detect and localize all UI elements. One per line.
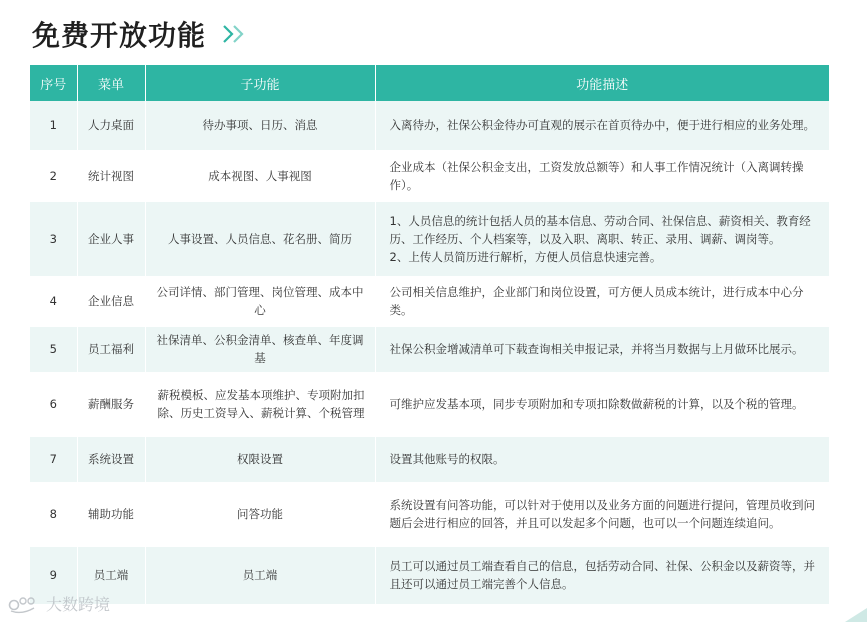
cell-menu: 系统设置 — [77, 435, 145, 483]
cell-menu: 统计视图 — [77, 151, 145, 200]
watermark-text: 大数跨境 — [46, 595, 111, 614]
cell-no: 7 — [30, 435, 77, 483]
cell-sub: 权限设置 — [145, 435, 375, 483]
cell-desc: 企业成本（社保公积金支出，工资发放总额等）和人事工作情况统计（入离调转操作）。 — [375, 151, 829, 200]
cell-no: 2 — [30, 151, 77, 200]
header-desc: 功能描述 — [375, 65, 829, 101]
table-row — [30, 435, 829, 483]
cell-desc: 系统设置有问答功能，可以针对于使用以及业务方面的问题进行提问，管理员收到问题后会进行相应的回答，并且可以发起多个问题，也可以一个问题连续追问。 — [375, 483, 829, 545]
cell-menu: 企业人事 — [77, 200, 145, 277]
cell-desc: 入离待办，社保公积金待办可直观的展示在首页待办中，便于进行相应的业务处理。 — [375, 101, 829, 151]
cell-menu: 人力桌面 — [77, 101, 145, 151]
header-sub: 子功能 — [145, 65, 375, 101]
cell-desc — [375, 200, 829, 277]
desc-line: 2、上传人员简历进行解析，方便人员信息快速完善。 — [389, 249, 662, 264]
cell-sub: 问答功能 — [145, 483, 375, 545]
cell-menu: 员工端 — [77, 545, 145, 605]
cell-sub: 社保清单、公积金清单、核查单、年度调基 — [145, 325, 375, 373]
cell-menu: 员工福利 — [77, 325, 145, 373]
table-row — [30, 101, 829, 151]
cell-no: 1 — [30, 101, 77, 151]
watermark — [8, 592, 110, 615]
cell-desc: 公司相关信息维护，企业部门和岗位设置，可方便人员成本统计，进行成本中心分类。 — [375, 277, 829, 325]
table-row — [30, 200, 829, 277]
cell-no: 9 — [30, 545, 77, 605]
header-no: 序号 — [30, 65, 77, 101]
table-row — [30, 151, 829, 200]
cell-desc: 可维护应发基本项，同步专项附加和专项扣除数做薪税的计算，以及个税的管理。 — [375, 373, 829, 435]
cell-no: 8 — [30, 483, 77, 545]
desc-line: 1、人员信息的统计包括人员的基本信息、劳动合同、社保信息、薪资相关、教育经历、工作经历、个人档案等，以及入职、离职、转正、录用、调薪、调岗等。 — [389, 213, 811, 246]
cell-no: 5 — [30, 325, 77, 373]
table-row — [30, 483, 829, 545]
cell-sub: 员工端 — [145, 545, 375, 605]
cell-desc: 社保公积金增减清单可下载查询相关申报记录，并将当月数据与上月做环比展示。 — [375, 325, 829, 373]
cell-sub: 人事设置、人员信息、花名册、简历 — [145, 200, 375, 277]
table-row — [30, 277, 829, 325]
header-menu: 菜单 — [77, 65, 145, 101]
cell-sub: 成本视图、人事视图 — [145, 151, 375, 200]
cell-desc: 设置其他账号的权限。 — [375, 435, 829, 483]
cell-no: 4 — [30, 277, 77, 325]
bigdata-logo-icon — [8, 594, 42, 614]
table-header-row — [30, 65, 829, 101]
cell-menu: 企业信息 — [77, 277, 145, 325]
cell-menu: 辅助功能 — [77, 483, 145, 545]
table-row — [30, 545, 829, 605]
table-row — [30, 325, 829, 373]
page-title: 免费开放功能 — [32, 19, 207, 52]
cell-menu: 薪酬服务 — [77, 373, 145, 435]
cell-desc: 员工可以通过员工端查看自己的信息，包括劳动合同、社保、公积金以及薪资等，并且还可以通过员工端完善个人信息。 — [375, 545, 829, 605]
cell-no: 3 — [30, 200, 77, 277]
cell-sub: 待办事项、日历、消息 — [145, 101, 375, 151]
cell-sub: 薪税模板、应发基本项维护、专项附加扣除、历史工资导入、薪税计算、个税管理 — [145, 373, 375, 435]
table-row — [30, 373, 829, 435]
title-bar — [32, 14, 250, 54]
corner-decoration — [841, 606, 867, 622]
cell-no: 6 — [30, 373, 77, 435]
cell-sub: 公司详情、部门管理、岗位管理、成本中心 — [145, 277, 375, 325]
features-table — [30, 65, 829, 607]
double-chevron-right-icon — [220, 22, 250, 46]
